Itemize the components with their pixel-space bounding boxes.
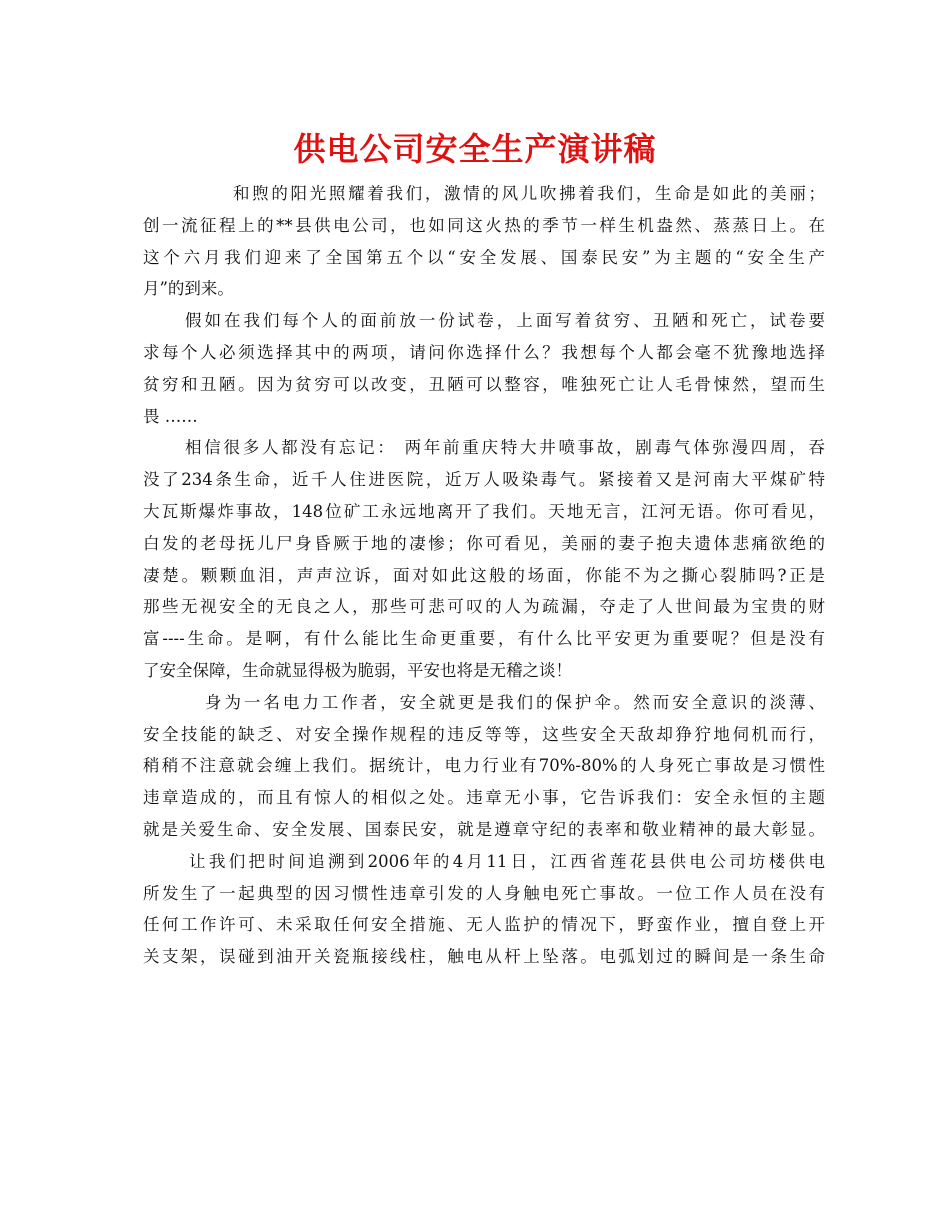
paragraph-2-line-3: 贫穷和丑陋。因为贫穷可以改变，丑陋可以整容，唯独死亡让人毛骨悚然，望而生 [143,374,825,394]
paragraph-5-line-2: 所发生了一起典型的因习惯性违章引发的人身触电死亡事故。一位工作人员在没有 [143,883,825,903]
paragraph-5-line-4: 关支架，误碰到油开关瓷瓶接线柱，触电从杆上坠落。电弧划过的瞬间是一条生命 [143,947,825,967]
paragraph-1-line-2: 创一流征程上的**县供电公司，也如同这火热的季节一样生机盎然、蒸蒸日上。在 [143,215,825,235]
paragraph-3-line-1: 相信很多人都没有忘记： 两年前重庆特大井喷事故，剧毒气体弥漫四周，吞 [185,438,825,458]
paragraph-2-line-4: 畏 …… [143,406,198,426]
paragraph-3-line-3: 大瓦斯爆炸事故，148位矿工永远地离开了我们。天地无言，江河无语。你可看见， [143,501,825,521]
paragraph-3-line-7: 富----生命。是啊，有什么能比生命更重要，有什么比平安更为重要呢？但是没有 [143,629,825,649]
document-body [143,178,825,973]
paragraph-2-line-1: 假如在我们每个人的面前放一份试卷，上面写着贫穷、丑陋和死亡，试卷要 [185,311,825,331]
document-title: 供电公司安全生产演讲稿 [293,130,657,168]
paragraph-3-line-5: 凄楚。颗颗血泪，声声泣诉，面对如此这般的场面，你能不为之撕心裂肺吗?正是 [143,565,825,585]
paragraph-1-line-3: 这个六月我们迎来了全国第五个以“安全发展、国泰民安”为主题的“安全生产 [143,247,825,267]
paragraph-4-line-4: 违章造成的，而且有惊人的相似之处。违章无小事，它告诉我们：安全永恒的主题 [143,788,825,808]
paragraph-1-line-4: 月”的到来。 [143,279,234,299]
paragraph-4-line-2: 安全技能的缺乏、对安全操作规程的违反等等，这些安全天敌却狰狞地伺机而行， [143,724,825,744]
paragraph-3-line-6: 那些无视安全的无良之人，那些可悲可叹的人为疏漏，夺走了人世间最为宝贵的财 [143,597,825,617]
paragraph-5-line-1: 让我们把时间追溯到2006年的4月11日，江西省莲花县供电公司坊楼供电 [189,851,825,871]
paragraph-3-line-8: 了安全保障，生命就显得极为脆弱，平安也将是无稽之谈！ [143,660,572,680]
paragraph-3-line-2: 没了234条生命，近千人住进医院，近万人吸染毒气。紧接着又是河南大平煤矿特 [143,470,825,490]
paragraph-4-line-1: 身为一名电力工作者，安全就更是我们的保护伞。然而安全意识的淡薄、 [205,692,825,712]
paragraph-2-line-2: 求每个人必须选择其中的两项，请问你选择什么？我想每个人都会毫不犹豫地选择 [143,342,825,362]
paragraph-5-line-3: 任何工作许可、未采取任何安全措施、无人监护的情况下，野蛮作业，擅自登上开 [143,915,825,935]
paragraph-4-line-3: 稍稍不注意就会缠上我们。据统计，电力行业有70%-80%的人身死亡事故是习惯性 [143,756,825,776]
paragraph-3-line-4: 白发的老母抚儿尸身昏厥于地的凄惨；你可看见，美丽的妻子抱夫遗体悲痛欲绝的 [143,533,825,553]
paragraph-4-line-5: 就是关爱生命、安全发展、国泰民安，就是遵章守纪的表率和敬业精神的最大彰显。 [143,819,825,839]
paragraph-1-line-1: 和煦的阳光照耀着我们，激情的风儿吹拂着我们，生命是如此的美丽； [233,184,825,203]
